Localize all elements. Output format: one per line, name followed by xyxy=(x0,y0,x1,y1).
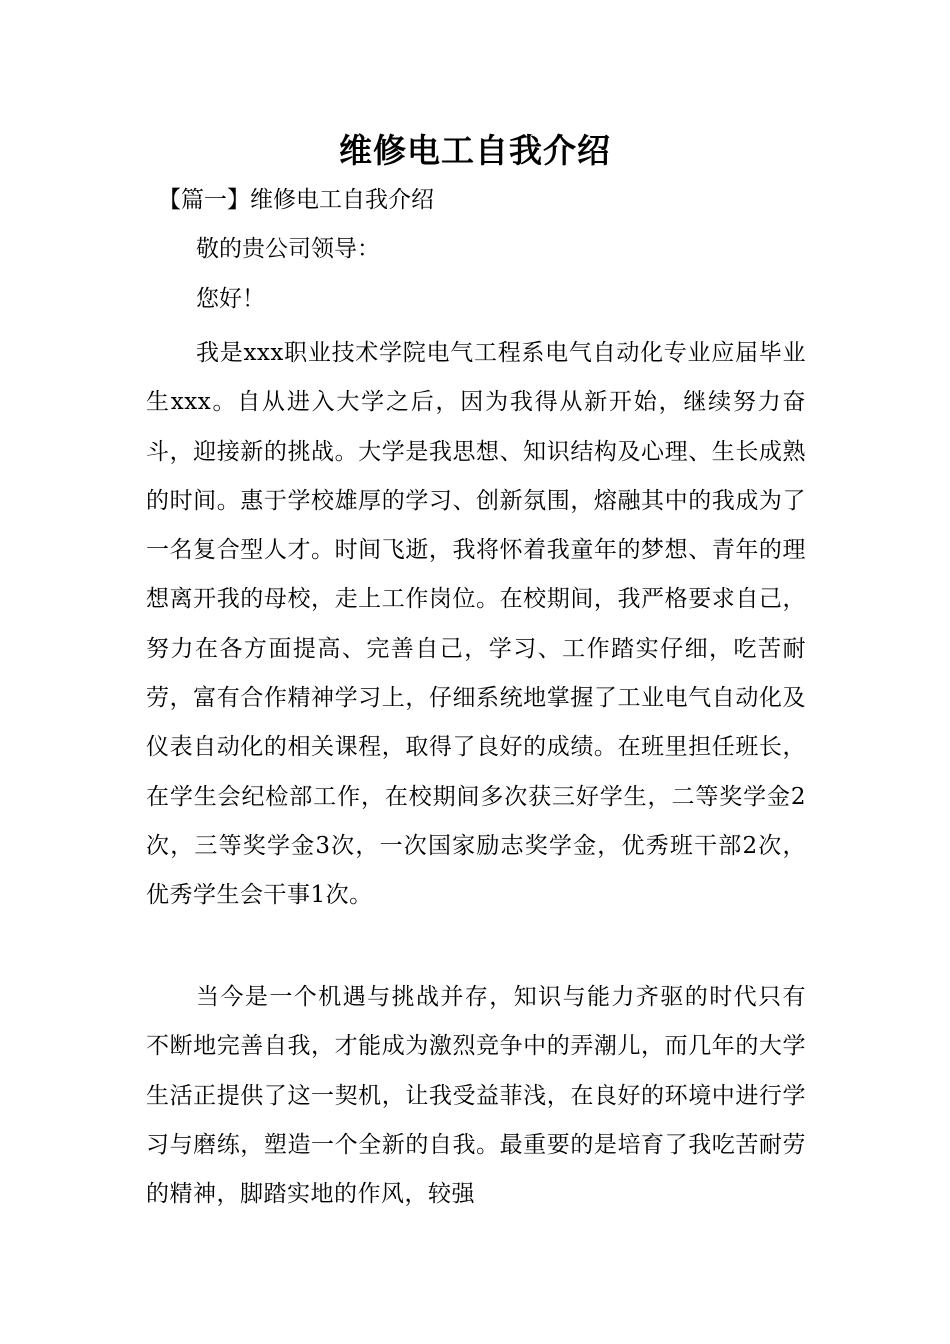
body-paragraph-1: 我是xxx职业技术学院电气工程系电气自动化专业应届毕业生xxx。自从进入大学之后，因为我得从新开始，继续努力奋斗，迎接新的挑战。大学是我思想、知识结构及心理、生长成熟的时间。惠于学校雄厚的学习、创新氛围，熔融其中的我成为了一名复合型人才。时间飞逝，我将怀着我童年的梦想、青年的理想离开我的母校，走上工作岗位。在校期间，我严格要求自己，努力在各方面提高、完善自己，学习、工作踏实仔细，吃苦耐劳，富有合作精神学习上，仔细系统地掌握了工业电气自动化及仪表自动化的相关课程，取得了良好的成绩。在班里担任班长，在学生会纪检部工作，在校期间多次获三好学生，二等奖学金2次，三等奖学金3次，一次国家励志奖学金，优秀班干部2次，优秀学生会干事1次。 xyxy=(146,340,806,909)
greeting: 您好！ xyxy=(196,286,265,312)
section-heading: 【篇一】维修电工自我介绍 xyxy=(158,187,434,213)
salutation: 敬的贵公司领导： xyxy=(196,236,380,262)
document-title: 维修电工自我介绍 xyxy=(339,131,611,170)
body-paragraph-2: 当今是一个机遇与挑战并存，知识与能力齐驱的时代只有不断地完善自我，才能成为激烈竞争中的弄潮儿，而几年的大学生活正提供了这一契机，让我受益菲浅，在良好的环境中进行学习与磨练，塑造一个全新的自我。最重要的是培育了我吃苦耐劳的精神，脚踏实地的作风，较强 xyxy=(146,984,806,1208)
